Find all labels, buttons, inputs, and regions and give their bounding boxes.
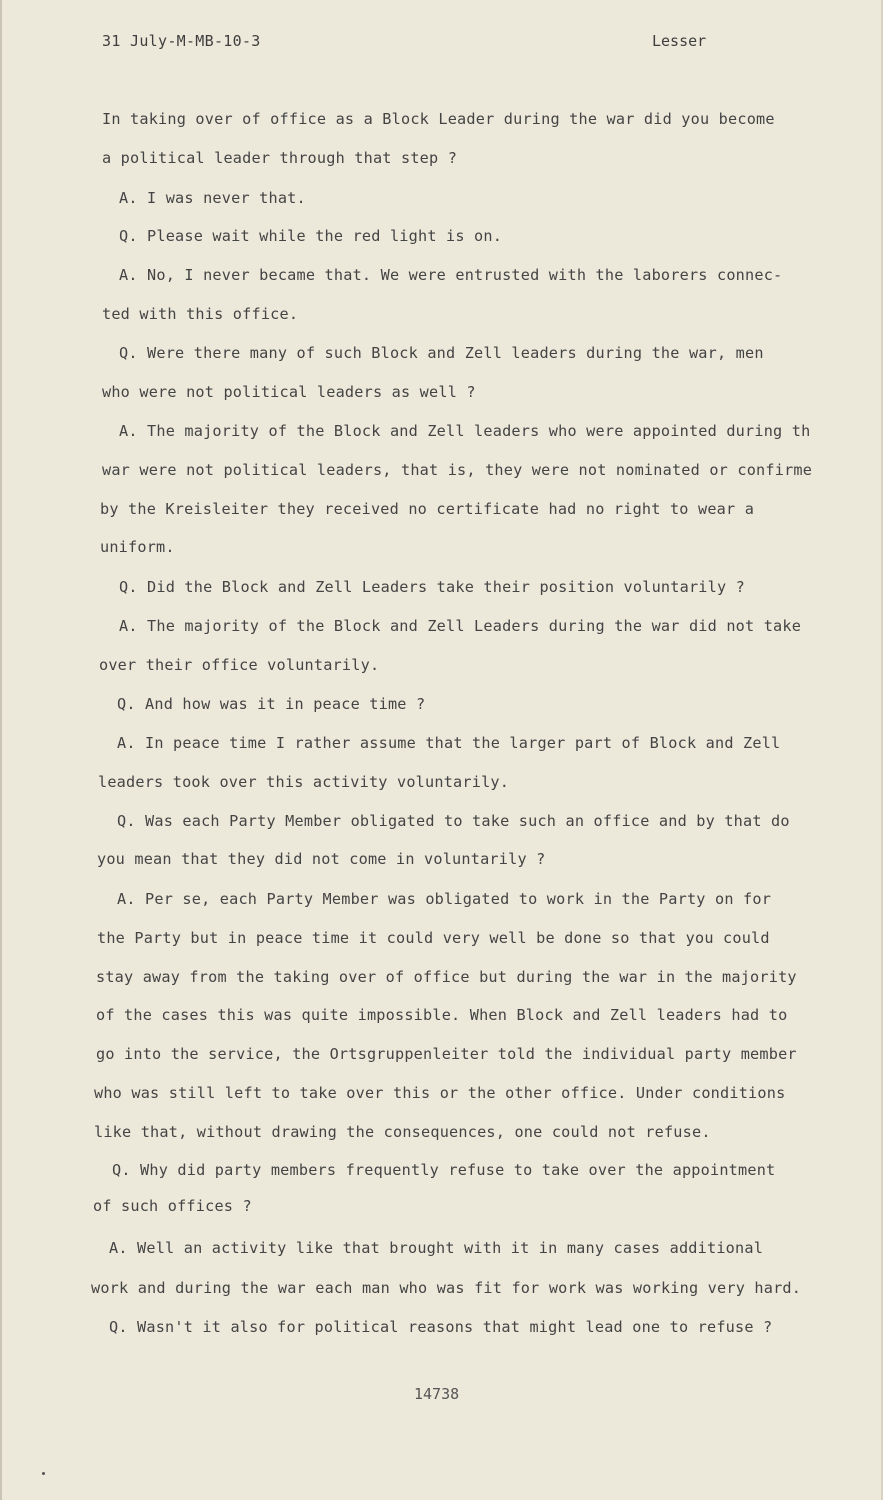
- text-line: go into the service, the Ortsgruppenleiter told the individual party member: [96, 1045, 797, 1063]
- text-line: work and during the war each man who was fit for work was working very hard.: [91, 1279, 802, 1297]
- text-line: Q. Was each Party Member obligated to take such an office and by that do: [117, 812, 790, 830]
- header-witness-name: Lesser: [652, 32, 707, 50]
- text-line: a political leader through that step ?: [102, 149, 458, 167]
- page-number: 14738: [414, 1385, 460, 1403]
- text-line: of the cases this was quite impossible. When Block and Zell leaders had to: [96, 1006, 788, 1024]
- text-line: Q. Were there many of such Block and Zell leaders during the war, men: [119, 344, 764, 362]
- text-line: A. I was never that.: [119, 189, 306, 207]
- text-line: Q. Did the Block and Zell Leaders take their position voluntarily ?: [119, 578, 746, 596]
- header-date-reference: 31 July-M-MB-10-3: [102, 32, 261, 50]
- text-line: A. In peace time I rather assume that the larger part of Block and Zell: [117, 734, 781, 752]
- text-line: the Party but in peace time it could very well be done so that you could: [97, 929, 770, 947]
- text-line: like that, without drawing the consequences, one could not refuse.: [94, 1123, 711, 1141]
- text-line: by the Kreisleiter they received no certificate had no right to wear a: [100, 500, 755, 518]
- text-line: Q. And how was it in peace time ?: [117, 695, 426, 713]
- text-line: Q. Please wait while the red light is on.: [119, 227, 503, 245]
- text-line: stay away from the taking over of office but during the war in the majority: [96, 968, 797, 986]
- paper-speck: [42, 1472, 45, 1475]
- text-line: A. The majority of the Block and Zell Leaders during the war did not take: [119, 617, 802, 635]
- text-line: who was still left to take over this or the other office. Under conditions: [94, 1084, 786, 1102]
- text-line: uniform.: [100, 538, 175, 556]
- text-line: of such offices ?: [93, 1197, 252, 1215]
- text-line: In taking over of office as a Block Leader during the war did you become: [102, 110, 775, 128]
- text-line: Q. Why did party members frequently refuse to take over the appointment: [112, 1161, 776, 1179]
- text-line: A. Well an activity like that brought with it in many cases additional: [109, 1239, 764, 1257]
- text-line: A. Per se, each Party Member was obligated to work in the Party on for: [117, 890, 772, 908]
- text-line: war were not political leaders, that is, they were not nominated or confirme: [102, 461, 813, 479]
- text-line: A. The majority of the Block and Zell leaders who were appointed during th: [119, 422, 811, 440]
- text-line: Q. Wasn't it also for political reasons that might lead one to refuse ?: [109, 1318, 773, 1336]
- text-line: leaders took over this activity voluntarily.: [98, 773, 510, 791]
- text-line: A. No, I never became that. We were entrusted with the laborers connec-: [119, 266, 783, 284]
- text-line: ted with this office.: [102, 305, 299, 323]
- text-line: who were not political leaders as well ?: [102, 383, 476, 401]
- text-line: you mean that they did not come in voluntarily ?: [97, 850, 546, 868]
- text-line: over their office voluntarily.: [99, 656, 380, 674]
